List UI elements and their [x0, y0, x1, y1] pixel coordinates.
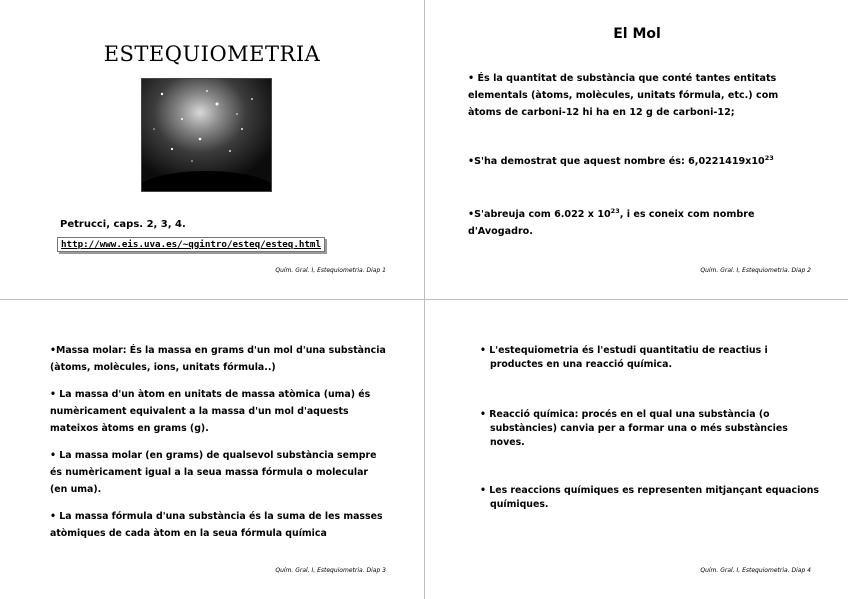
molar-mass-list [50, 342, 386, 552]
avogadro-value [468, 153, 818, 170]
slide-4 [425, 300, 848, 599]
mol-definition: • És la quantitat de substància que conté tantes entitats elementals (àtoms, molècules, unitats fórmula, etc.) com àtoms de carboni-12 hi ha en 12 g de carboni-12; [468, 73, 779, 118]
list-item: • La massa fórmula d'una substància és la suma de les masses atòmiques de cada àtom en la seua fórmula química [50, 511, 383, 539]
textbook-reference: Petrucci, caps. 2, 3, 4. [60, 219, 186, 230]
slide-1 [0, 0, 424, 299]
stoichiometry-list [480, 344, 820, 512]
slide-1-footer: Quím. Gral. I, Estequiometria. Diap 1 [275, 267, 386, 274]
slide-3 [0, 300, 424, 599]
slide-2 [425, 0, 848, 299]
list-item: • Reacció química: procés en el qual una substància (o substàncies) canvia per a formar una o més substàncies noves. [480, 409, 788, 448]
course-url-link[interactable]: http://www.eis.uva.es/~qgintro/esteq/esteq.html [57, 237, 325, 252]
nebula-picture [142, 79, 271, 191]
slide-1-title: ESTEQUIOMETRIA [103, 42, 321, 66]
avogadro-abbreviation [468, 206, 808, 240]
abbrev-exponent: 23 [610, 206, 620, 215]
list-item: • La massa d'un àtom en unitats de massa atòmica (uma) és numèricament equivalent a la massa d'un mol d'aquests mateixos àtoms en grams (g). [50, 389, 371, 434]
slide-4-footer: Quím. Gral. I, Estequiometria. Diap 4 [700, 567, 811, 574]
abbrev-pre: •S'abreuja com 6.022 x 10 [468, 209, 611, 220]
slide-2-title: El Mol [613, 26, 661, 42]
avogadro-exponent: 23 [764, 153, 774, 162]
list-item: • L'estequiometria és l'estudi quantitatiu de reactius i productes en una reacció química. [480, 345, 768, 370]
list-item: •Massa molar: És la massa en grams d'un mol d'una substància (àtoms, molècules, ions, unitats fórmula..) [50, 345, 386, 373]
slide-2-footer: Quím. Gral. I, Estequiometria. Diap 2 [700, 267, 811, 274]
list-item: • La massa molar (en grams) de qualsevol substància sempre és numèricament igual a la seua massa fórmula o molecular (en uma). [50, 450, 377, 495]
nebula-image [141, 78, 272, 192]
slide-3-footer: Quím. Gral. I, Estequiometria. Diap 3 [275, 567, 386, 574]
list-item: • Les reaccions químiques es representen mitjançant equacions químiques. [480, 485, 819, 510]
avogadro-value-text: •S'ha demostrat que aquest nombre és: 6,0221419x10 [468, 156, 765, 167]
abbrev-post: , i es coneix com nombre d'Avogadro. [468, 209, 755, 237]
